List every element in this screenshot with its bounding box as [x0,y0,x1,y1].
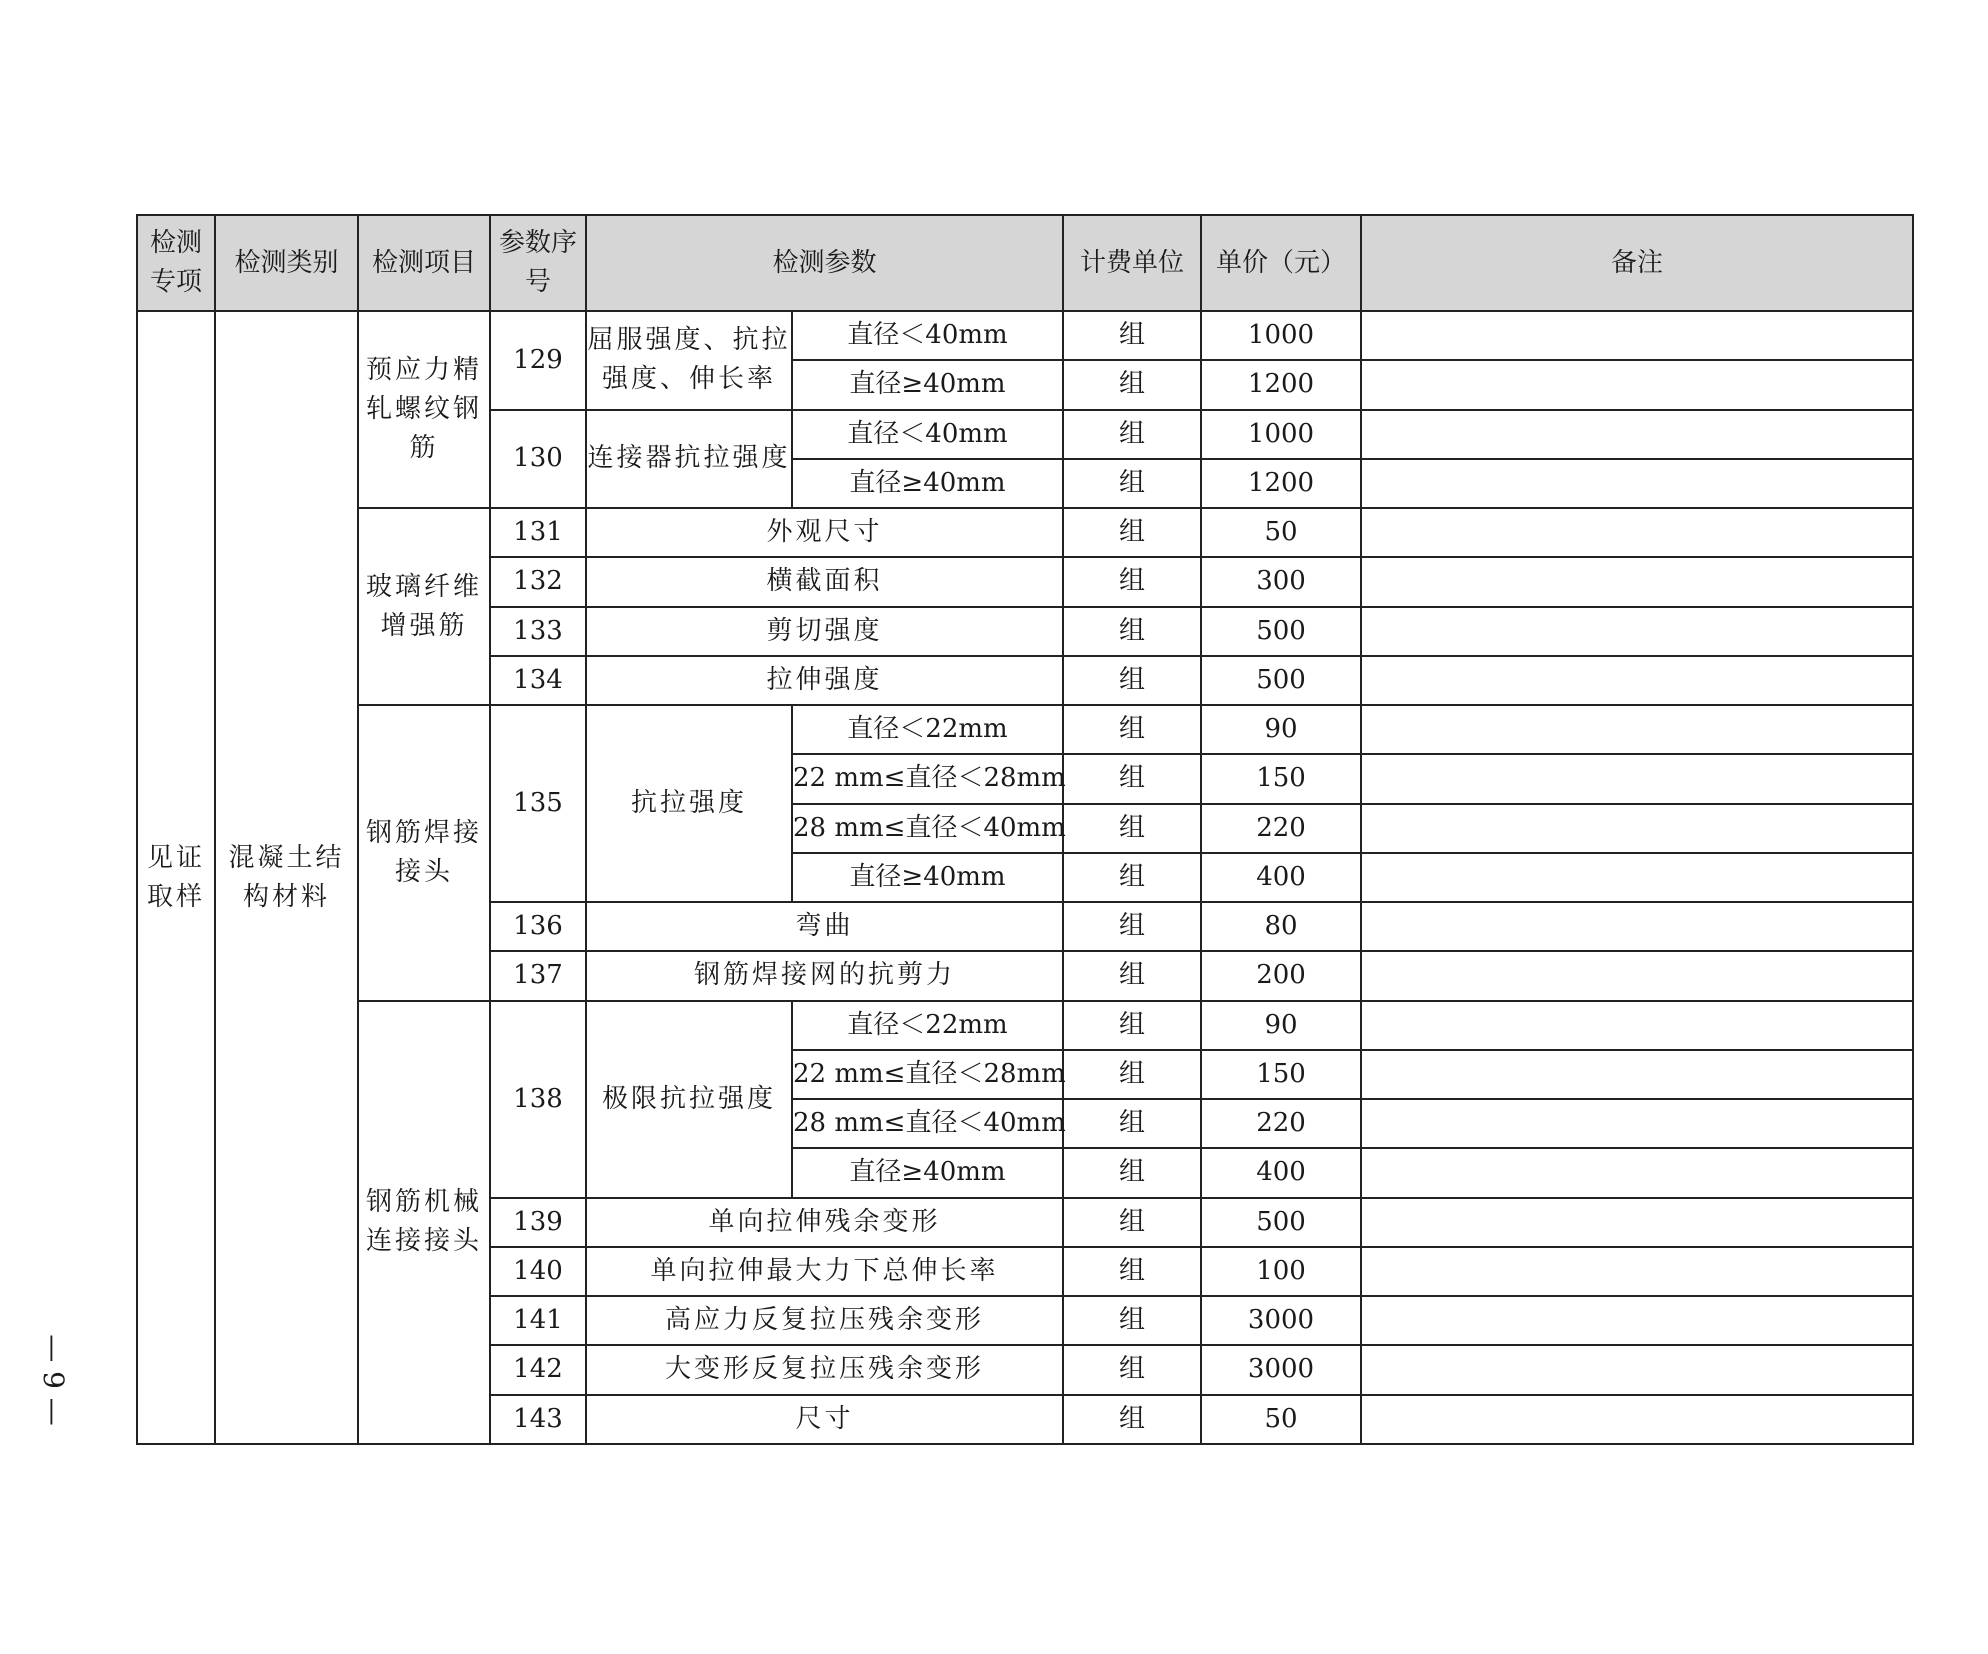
param-cell: 钢筋焊接网的抗剪力 [586,951,1063,1000]
price-cell: 150 [1201,1050,1361,1099]
remark-cell [1361,1395,1913,1445]
price-cell: 1000 [1201,410,1361,459]
item-cell: 玻璃纤维增强筋 [358,508,490,705]
seq-cell: 138 [490,1001,586,1198]
unit-cell: 组 [1063,1198,1201,1247]
sub-param-cell: 直径≥40mm [792,853,1063,902]
param-cell: 单向拉伸残余变形 [586,1198,1063,1247]
seq-cell: 137 [490,951,586,1000]
remark-cell [1361,508,1913,557]
unit-cell: 组 [1063,902,1201,951]
seq-cell: 135 [490,705,586,902]
param-cell: 屈服强度、抗拉强度、伸长率 [586,311,792,410]
unit-cell: 组 [1063,804,1201,853]
header-special: 检测专项 [137,215,215,311]
seq-cell: 133 [490,607,586,656]
remark-cell [1361,1099,1913,1148]
price-cell: 150 [1201,754,1361,803]
seq-cell: 142 [490,1345,586,1394]
seq-cell: 136 [490,902,586,951]
price-cell: 1200 [1201,459,1361,508]
unit-cell: 组 [1063,1296,1201,1345]
seq-cell: 131 [490,508,586,557]
header-remark: 备注 [1361,215,1913,311]
param-cell: 极限抗拉强度 [586,1001,792,1198]
remark-cell [1361,1050,1913,1099]
price-cell: 90 [1201,1001,1361,1050]
remark-cell [1361,360,1913,409]
unit-cell: 组 [1063,1247,1201,1296]
remark-cell [1361,1001,1913,1050]
remark-cell [1361,607,1913,656]
remark-cell [1361,1296,1913,1345]
param-cell: 弯曲 [586,902,1063,951]
sub-param-cell: 直径＜22mm [792,705,1063,754]
unit-cell: 组 [1063,410,1201,459]
seq-cell: 129 [490,311,586,410]
header-param: 检测参数 [586,215,1063,311]
price-cell: 220 [1201,804,1361,853]
price-cell: 1000 [1201,311,1361,360]
unit-cell: 组 [1063,853,1201,902]
remark-cell [1361,459,1913,508]
param-cell: 大变形反复拉压残余变形 [586,1345,1063,1394]
remark-cell [1361,311,1913,360]
seq-cell: 134 [490,656,586,705]
fee-table [136,214,1914,1445]
unit-cell: 组 [1063,557,1201,606]
remark-cell [1361,902,1913,951]
sub-param-cell: 直径＜22mm [792,1001,1063,1050]
unit-cell: 组 [1063,1099,1201,1148]
sub-param-cell: 直径≥40mm [792,1148,1063,1197]
price-cell: 50 [1201,1395,1361,1445]
param-cell: 连接器抗拉强度 [586,410,792,509]
param-cell: 单向拉伸最大力下总伸长率 [586,1247,1063,1296]
header-item: 检测项目 [358,215,490,311]
page-number: — 9 — [37,1334,71,1426]
unit-cell: 组 [1063,1395,1201,1445]
unit-cell: 组 [1063,508,1201,557]
remark-cell [1361,804,1913,853]
remark-cell [1361,656,1913,705]
unit-cell: 组 [1063,607,1201,656]
price-cell: 80 [1201,902,1361,951]
price-cell: 100 [1201,1247,1361,1296]
param-cell: 尺寸 [586,1395,1063,1445]
sub-param-cell: 22 mm≤直径＜28mm [792,754,1063,803]
price-cell: 400 [1201,853,1361,902]
price-cell: 220 [1201,1099,1361,1148]
param-cell: 高应力反复拉压残余变形 [586,1296,1063,1345]
seq-cell: 132 [490,557,586,606]
price-cell: 3000 [1201,1296,1361,1345]
table-row [137,508,1913,557]
table-row [137,1001,1913,1050]
remark-cell [1361,951,1913,1000]
remark-cell [1361,410,1913,459]
unit-cell: 组 [1063,311,1201,360]
sub-param-cell: 28 mm≤直径＜40mm [792,804,1063,853]
sub-param-cell: 直径≥40mm [792,459,1063,508]
price-cell: 400 [1201,1148,1361,1197]
unit-cell: 组 [1063,459,1201,508]
param-cell: 外观尺寸 [586,508,1063,557]
param-cell: 拉伸强度 [586,656,1063,705]
price-cell: 500 [1201,1198,1361,1247]
item-cell: 钢筋机械连接接头 [358,1001,490,1445]
remark-cell [1361,557,1913,606]
param-cell: 横截面积 [586,557,1063,606]
seq-cell: 141 [490,1296,586,1345]
sub-param-cell: 28 mm≤直径＜40mm [792,1099,1063,1148]
seq-cell: 130 [490,410,586,509]
price-cell: 500 [1201,656,1361,705]
category-cell: 混凝土结构材料 [215,311,358,1444]
param-cell: 抗拉强度 [586,705,792,902]
sub-param-cell: 直径＜40mm [792,410,1063,459]
sub-param-cell: 直径＜40mm [792,311,1063,360]
price-cell: 200 [1201,951,1361,1000]
seq-cell: 139 [490,1198,586,1247]
table-row [137,311,1913,360]
item-cell: 预应力精轧螺纹钢筋 [358,311,490,508]
price-cell: 90 [1201,705,1361,754]
remark-cell [1361,853,1913,902]
unit-cell: 组 [1063,1001,1201,1050]
unit-cell: 组 [1063,360,1201,409]
remark-cell [1361,705,1913,754]
price-cell: 1200 [1201,360,1361,409]
remark-cell [1361,1345,1913,1394]
header-seq: 参数序号 [490,215,586,311]
special-cell: 见证取样 [137,311,215,1444]
header-price: 单价（元） [1201,215,1361,311]
unit-cell: 组 [1063,754,1201,803]
remark-cell [1361,1247,1913,1296]
price-cell: 300 [1201,557,1361,606]
header-row [137,215,1913,311]
seq-cell: 143 [490,1395,586,1445]
sub-param-cell: 直径≥40mm [792,360,1063,409]
unit-cell: 组 [1063,1148,1201,1197]
unit-cell: 组 [1063,656,1201,705]
unit-cell: 组 [1063,1050,1201,1099]
seq-cell: 140 [490,1247,586,1296]
unit-cell: 组 [1063,951,1201,1000]
sub-param-cell: 22 mm≤直径＜28mm [792,1050,1063,1099]
remark-cell [1361,754,1913,803]
unit-cell: 组 [1063,1345,1201,1394]
param-cell: 剪切强度 [586,607,1063,656]
price-cell: 50 [1201,508,1361,557]
table-row [137,705,1913,754]
header-unit: 计费单位 [1063,215,1201,311]
price-cell: 500 [1201,607,1361,656]
header-category: 检测类别 [215,215,358,311]
price-cell: 3000 [1201,1345,1361,1394]
unit-cell: 组 [1063,705,1201,754]
remark-cell [1361,1148,1913,1197]
remark-cell [1361,1198,1913,1247]
item-cell: 钢筋焊接接头 [358,705,490,1001]
